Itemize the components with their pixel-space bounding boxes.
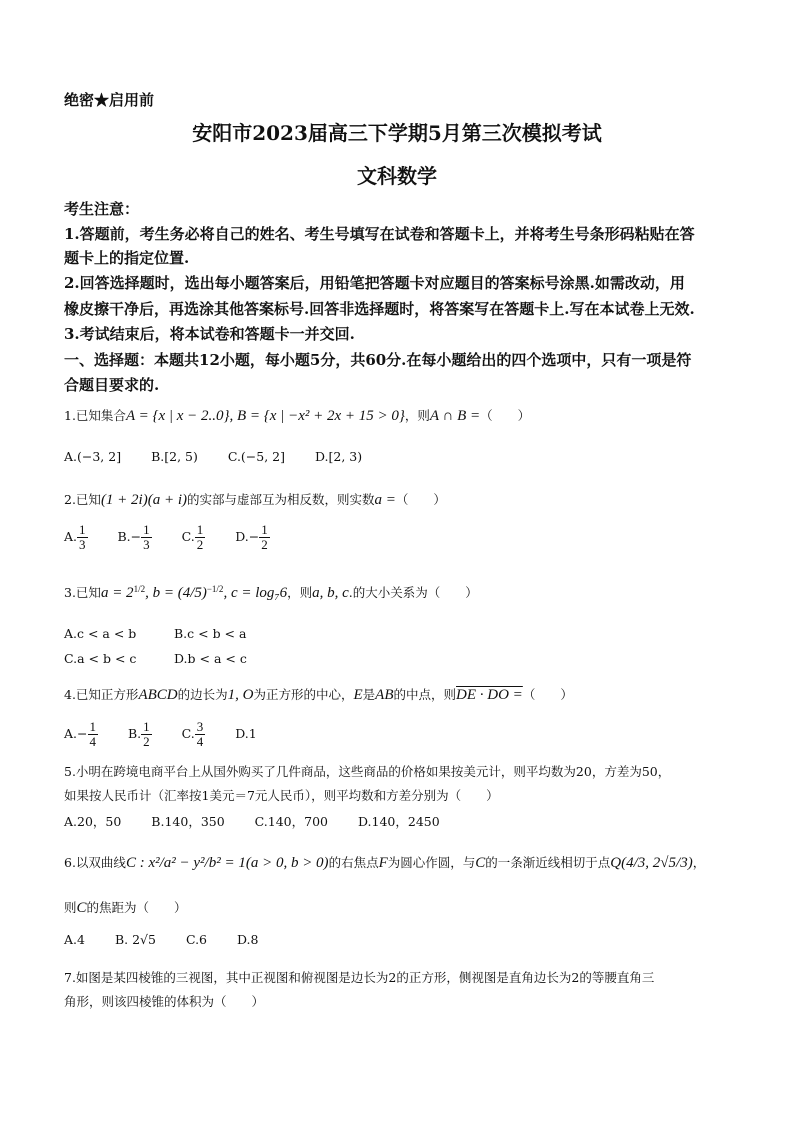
q2-d-label: D. [235, 529, 249, 544]
q3-options-row-1 [64, 626, 272, 641]
q2-b-num: 1 [143, 522, 150, 537]
q4-b-frac [141, 720, 152, 749]
q4-shape: ABCD [138, 687, 178, 703]
q1-paren: （ ） [480, 408, 531, 423]
q5-option-d: D.140，2450 [357, 814, 440, 829]
q4-stem-c: 为正方形的中心， [253, 687, 354, 702]
q2-d-den: 2 [261, 537, 268, 552]
q2-c-label: C. [181, 529, 195, 544]
notice-line-1: 1.答题前，考生务必将自己的姓名、考生号填写在试卷和答题卡上，并将考生号条形码粘贴在答 [64, 225, 695, 243]
q6-line2-c: C [76, 900, 87, 916]
q3-b-exp: −1/2 [206, 583, 224, 594]
question-7-line-1: 7.如图是某四棱锥的三视图，其中正视图和俯视图是边长为2的正方形，侧视图是直角边长为2的等腰直角三 [64, 970, 655, 985]
q1-option-b: B.[2, 5) [151, 449, 198, 464]
question-7-line-2: 角形，则该四棱锥的体积为（ ） [64, 994, 265, 1009]
q3-option-a: A.c < a < b [64, 626, 137, 641]
q6-option-a: A.4 [64, 932, 85, 947]
question-2 [64, 490, 744, 509]
q3-options-row-2 [64, 651, 273, 666]
q2-a-den: 3 [79, 537, 86, 552]
q6-curve: C : x²/a² − y²/b² = 1(a > 0, b > 0) [125, 855, 329, 871]
q2-option-d [235, 523, 270, 552]
notice-line-4: 橡皮擦干净后，再选涂其他答案标号.回答非选择题时，将答案写在答题卡上.写在本试卷上无效. [64, 300, 695, 318]
q6-option-c: C.6 [185, 932, 207, 947]
q2-a-label: A. [64, 529, 78, 544]
q1-set-a: A = {x | x − 2..0} [125, 408, 230, 424]
q6-stem-b: 的右焦点 [328, 855, 379, 870]
q1-option-d: D.[2, 3) [314, 449, 363, 464]
q2-var: a = [374, 492, 396, 508]
q4-b-num: 1 [143, 719, 150, 734]
q2-stem-a: 2.已知 [64, 492, 101, 507]
q4-a-frac [88, 720, 99, 749]
q2-stem-b: 的实部与虚部互为相反数，则实数 [187, 492, 375, 507]
q4-c-num: 3 [196, 719, 204, 734]
q1-options [64, 449, 388, 464]
q4-c-label: C. [181, 726, 195, 741]
q4-stem-b: 的边长为 [177, 687, 228, 702]
q2-options [64, 523, 296, 552]
q2-c-den: 2 [196, 537, 204, 552]
q2-d-sign: − [248, 529, 260, 544]
q6-options [64, 932, 285, 947]
subject-title: 文科数学 [357, 164, 437, 188]
q6-stem-e: ， [692, 855, 706, 870]
q5-option-c: C.140，700 [254, 814, 328, 829]
q5-options [64, 812, 466, 830]
q6-c: C [475, 855, 486, 871]
q4-d-label: D. [235, 726, 249, 741]
question-4 [64, 685, 744, 704]
q2-paren: （ ） [395, 492, 446, 507]
q4-stem-d: 是 [362, 687, 376, 702]
q4-a-den: 4 [89, 734, 96, 749]
q6-stem-d: 的一条渐近线相切于点 [485, 855, 611, 870]
q3-stem-a: 3.已知 [64, 585, 101, 600]
q3-stem-b: ，则 [287, 585, 313, 600]
q4-option-a [64, 720, 98, 749]
q1-set-b: , B = {x | −x² + 2x + 15 > 0} [229, 408, 405, 424]
confidential-label: 绝密★启用前 [64, 91, 155, 109]
q4-c-frac [195, 720, 206, 749]
q6-line2-a: 则 [64, 900, 77, 915]
q3-a-exp: 1/2 [133, 583, 146, 594]
q2-b-den: 3 [143, 537, 150, 552]
question-6-line-2 [64, 898, 744, 917]
q4-a-label: A. [64, 726, 78, 741]
q6-line2-b: 的焦距为（ ） [86, 900, 187, 915]
exam-title: 安阳市2023届高三下学期5月第三次模拟考试 [192, 121, 602, 145]
notice-line-3: 2.回答选择题时，选出每小题答案后，用铅笔把答题卡对应题目的答案标号涂黑.如需改动，用 [64, 274, 685, 292]
q3-option-b: B.c < b < a [173, 626, 247, 641]
q3-stem-c: .的大小关系为（ ） [348, 585, 478, 600]
section-heading-line-1: 一、选择题：本题共12小题，每小题5分，共60分.在每小题给出的四个选项中，只有一项是符 [64, 351, 692, 369]
q3-a-expr: a = 2 [100, 585, 134, 601]
q4-e: E [353, 687, 363, 703]
q6-f: F [378, 855, 388, 871]
notice-line-2: 题卡上的指定位置. [64, 249, 190, 267]
q2-option-a [64, 523, 88, 552]
q2-b-label: B. [117, 529, 131, 544]
q4-b-label: B. [127, 726, 142, 741]
q2-option-b [118, 523, 152, 552]
q4-ab: AB [375, 687, 394, 703]
q4-options [64, 720, 283, 749]
q3-option-c: C.a < b < c [64, 651, 137, 666]
q2-d-num: 1 [261, 522, 268, 537]
q2-a-frac [77, 523, 88, 552]
notice-heading: 考生注意： [64, 200, 140, 218]
question-3 [64, 583, 744, 602]
q5-option-b: B.140，350 [151, 814, 225, 829]
q4-paren: （ ） [522, 687, 573, 702]
notice-line-5: 3.考试结束后，将本试卷和答题卡一并交回. [64, 325, 355, 343]
q2-expr: (1 + 2i)(a + i) [100, 492, 187, 508]
q4-stem-e: 的中点，则 [393, 687, 457, 702]
q1-stem-b: ，则 [404, 408, 430, 423]
q2-c-frac [195, 523, 206, 552]
q3-b-expr: , b = (4/5) [145, 585, 207, 601]
question-1 [64, 406, 744, 425]
q4-vector-expr: DE · DO = [456, 687, 523, 703]
q1-option-c: C.(−5, 2] [227, 449, 285, 464]
q3-option-d: D.b < a < c [173, 651, 247, 666]
q3-vars: a, b, c [312, 585, 349, 601]
q2-d-frac [259, 523, 270, 552]
q4-a-sign: − [77, 726, 88, 741]
q4-option-d [235, 726, 257, 741]
q4-option-c [182, 720, 206, 749]
q4-stem-a: 4.已知正方形 [64, 687, 139, 702]
question-6-line-1 [64, 853, 744, 872]
q2-b-sign: − [130, 529, 142, 544]
q2-b-frac [141, 523, 152, 552]
q6-option-b: B. 2√5 [114, 932, 156, 947]
q5-option-a: A.20，50 [64, 814, 122, 829]
q4-a-num: 1 [89, 719, 96, 734]
q4-c-den: 4 [196, 734, 204, 749]
q3-c-expr: , c = log₇6 [223, 585, 288, 601]
q1-option-a: A.(−3, 2] [64, 449, 122, 464]
q2-c-num: 1 [196, 522, 204, 537]
q2-option-c [182, 523, 206, 552]
q6-option-d: D.8 [236, 932, 259, 947]
q4-d-value: 1 [248, 726, 257, 741]
q4-len: 1, O [227, 687, 254, 703]
question-5-line-2: 如果按人民币计（汇率按1美元＝7元人民币），则平均数和方差分别为（ ） [64, 788, 499, 803]
q1-expr: A ∩ B = [429, 408, 481, 424]
q4-option-b [128, 720, 152, 749]
q6-stem-a: 6.以双曲线 [64, 855, 126, 870]
q4-b-den: 2 [143, 734, 150, 749]
section-heading-line-2: 合题目要求的. [64, 376, 160, 394]
q2-a-num: 1 [79, 522, 86, 537]
q6-point: Q(4/3, 2√5/3) [610, 855, 693, 871]
question-5-line-1: 5.小明在跨境电商平台上从国外购买了几件商品，这些商品的价格如果按美元计，则平均数为20，方差为50， [64, 764, 671, 779]
q6-stem-c: 为圆心作圆，与 [387, 855, 476, 870]
q1-stem-a: 1.已知集合 [64, 408, 126, 423]
